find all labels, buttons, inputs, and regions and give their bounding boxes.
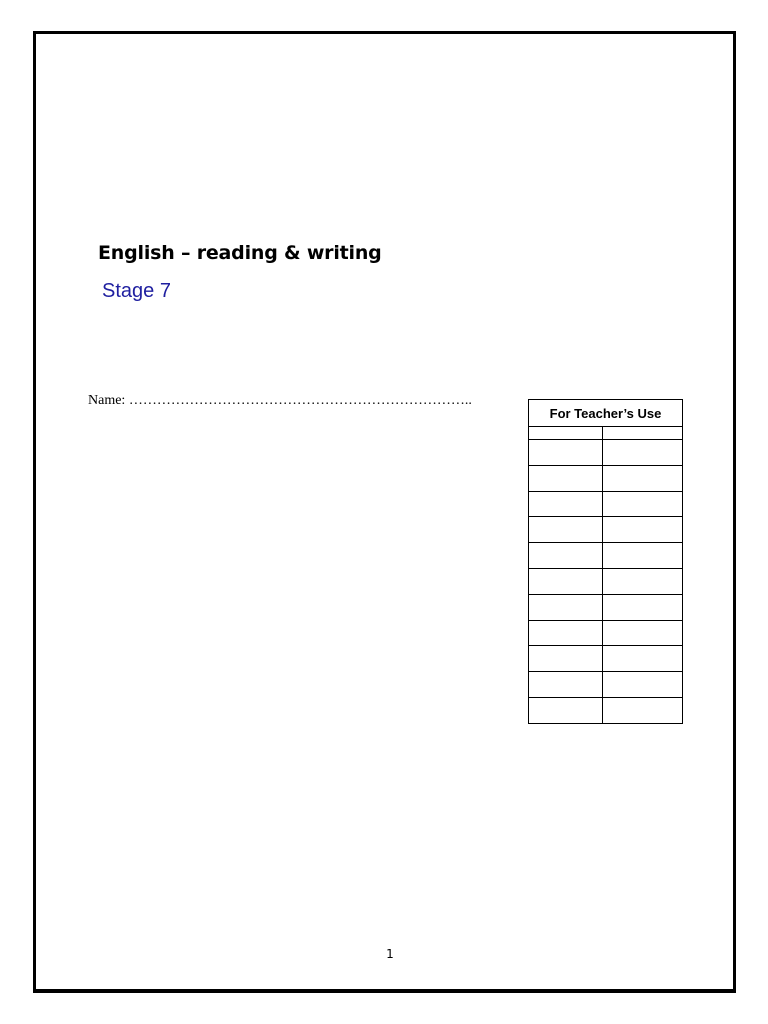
table-row	[529, 543, 683, 569]
table-row	[529, 646, 683, 672]
question-cell[interactable]	[529, 517, 603, 543]
question-cell[interactable]	[529, 543, 603, 569]
table-row	[529, 517, 683, 543]
page-border-double-line	[36, 989, 733, 990]
mark-cell[interactable]	[603, 427, 683, 440]
question-cell[interactable]	[529, 491, 603, 517]
mark-cell[interactable]	[603, 517, 683, 543]
mark-cell[interactable]	[603, 568, 683, 594]
mark-cell[interactable]	[603, 697, 683, 723]
table-row	[529, 620, 683, 646]
table-row	[529, 697, 683, 723]
question-cell[interactable]	[529, 620, 603, 646]
mark-cell[interactable]	[603, 465, 683, 491]
table-row	[529, 440, 683, 466]
teacher-use-rows	[529, 427, 683, 724]
mark-cell[interactable]	[603, 440, 683, 466]
mark-cell[interactable]	[603, 620, 683, 646]
mark-cell[interactable]	[603, 672, 683, 698]
mark-cell[interactable]	[603, 491, 683, 517]
table-row	[529, 568, 683, 594]
table-row	[529, 465, 683, 491]
table-row	[529, 427, 683, 440]
question-cell[interactable]	[529, 594, 603, 620]
question-cell[interactable]	[529, 697, 603, 723]
mark-cell[interactable]	[603, 543, 683, 569]
table-row	[529, 672, 683, 698]
teacher-use-table	[528, 399, 683, 724]
page-number: 1	[386, 947, 394, 961]
document-subtitle: Stage 7	[102, 280, 171, 302]
mark-cell[interactable]	[603, 594, 683, 620]
table-row	[529, 491, 683, 517]
question-cell[interactable]	[529, 646, 603, 672]
question-cell[interactable]	[529, 465, 603, 491]
document-title: English – reading & writing	[98, 242, 382, 264]
mark-cell[interactable]	[603, 646, 683, 672]
question-cell[interactable]	[529, 568, 603, 594]
question-cell[interactable]	[529, 427, 603, 440]
name-field-line[interactable]: Name: ………………………………………………………………..	[88, 393, 472, 408]
question-cell[interactable]	[529, 440, 603, 466]
teacher-use-header: For Teacher’s Use	[529, 400, 683, 427]
table-row	[529, 594, 683, 620]
question-cell[interactable]	[529, 672, 603, 698]
